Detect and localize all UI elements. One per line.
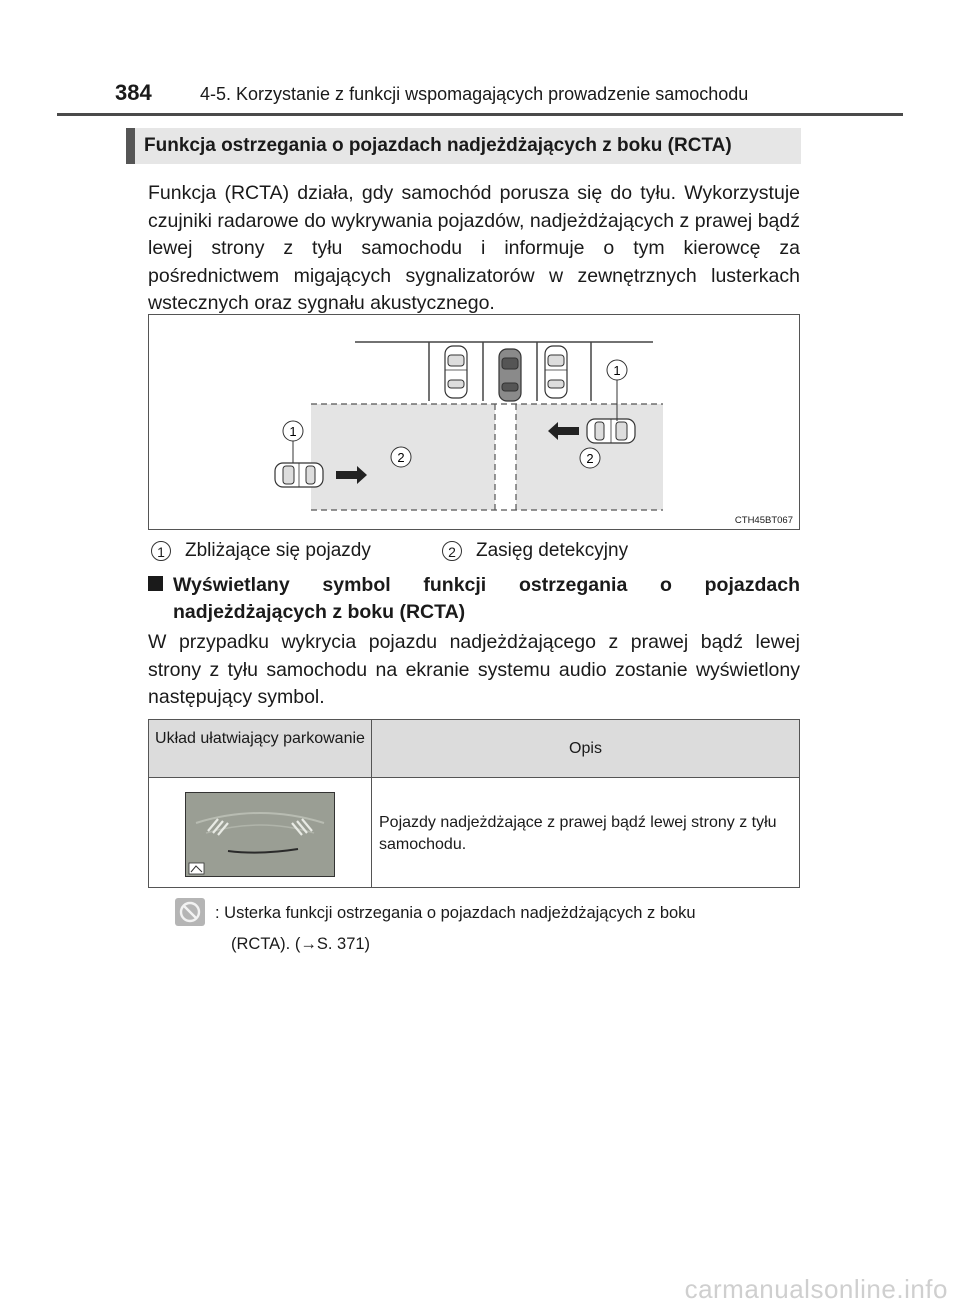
legend-number: 2 [442,541,462,561]
symbol-table [148,719,800,888]
left-warning-waves-icon [208,819,228,835]
page-number: 384 [115,80,152,105]
rcta-diagram-svg [149,315,799,529]
parked-car-right [545,346,567,398]
legend-number: 1 [151,541,171,561]
square-bullet-icon [148,576,163,591]
figure-code: CTH45BT067 [734,515,793,526]
table-description-cell: Pojazdy nadjeżdżające z prawej bądź lewej strony z tyłu samochodu. [379,814,777,853]
legend-label: Zasięg detekcyjny [476,540,629,561]
svg-text:2: 2 [397,450,405,465]
table-header-parking: Układ ułatwiający parkowanie [155,730,365,747]
display-paragraph: W przypadku wykrycia pojazdu nadjeżdżającego z prawej bądź lewej strony z tyłu samochodu na ekranie systemu audio zostanie wyświetlony następujący symbol. [148,631,800,708]
approaching-car-right [587,419,635,443]
table-header-description: Opis [569,740,602,757]
rcta-screen-image [185,792,335,877]
subheading [148,572,800,626]
rcta-diagram [148,314,800,530]
legend-item-1 [151,540,371,562]
subheading-text: Wyświetlany symbol funkcji ostrzegania o pojazdach nadjeżdżających z boku (RCTA) [173,574,800,623]
right-warning-waves-icon [292,819,312,835]
svg-text:1: 1 [613,363,621,378]
parked-car-left [445,346,467,398]
chapter-title: 4-5. Korzystanie z funkcji wspomagających prowadzenie samochodu [200,84,749,104]
svg-text:2: 2 [586,451,594,466]
approaching-car-left [275,463,323,487]
section-title: Funkcja ostrzegania o pojazdach nadjeżdżających z boku (RCTA) [144,135,732,156]
svg-text:1: 1 [289,424,297,439]
note-line-1: : Usterka funkcji ostrzegania o pojazdach nadjeżdżających z boku [215,904,696,922]
camera-mode-icon [189,863,204,874]
own-car [499,349,521,401]
malfunction-icon [175,898,205,926]
legend-item-2 [442,540,628,562]
note-line-2: (RCTA). (→S. 371) [231,935,371,953]
header-divider [57,113,903,116]
rcta-symbol-icon [186,793,334,876]
intro-paragraph: Funkcja (RCTA) działa, gdy samochód porusza się do tyłu. Wykorzystuje czujniki radarowe do wykrywania pojazdów, nadjeżdżających z prawej bądź lewej strony z tyłu samochodu i informuje o tym kierowcę za pośrednictwem migających sygnalizatorów w zewnętrznych lusterkach wstecznych oraz sygnału akustycznego. [148,182,800,314]
section-accent [126,128,135,164]
watermark: carmanualsonline.info [684,1274,948,1304]
page-header [0,0,960,116]
legend-label: Zbliżające się pojazdy [185,540,371,561]
section-heading-bar [126,128,801,164]
